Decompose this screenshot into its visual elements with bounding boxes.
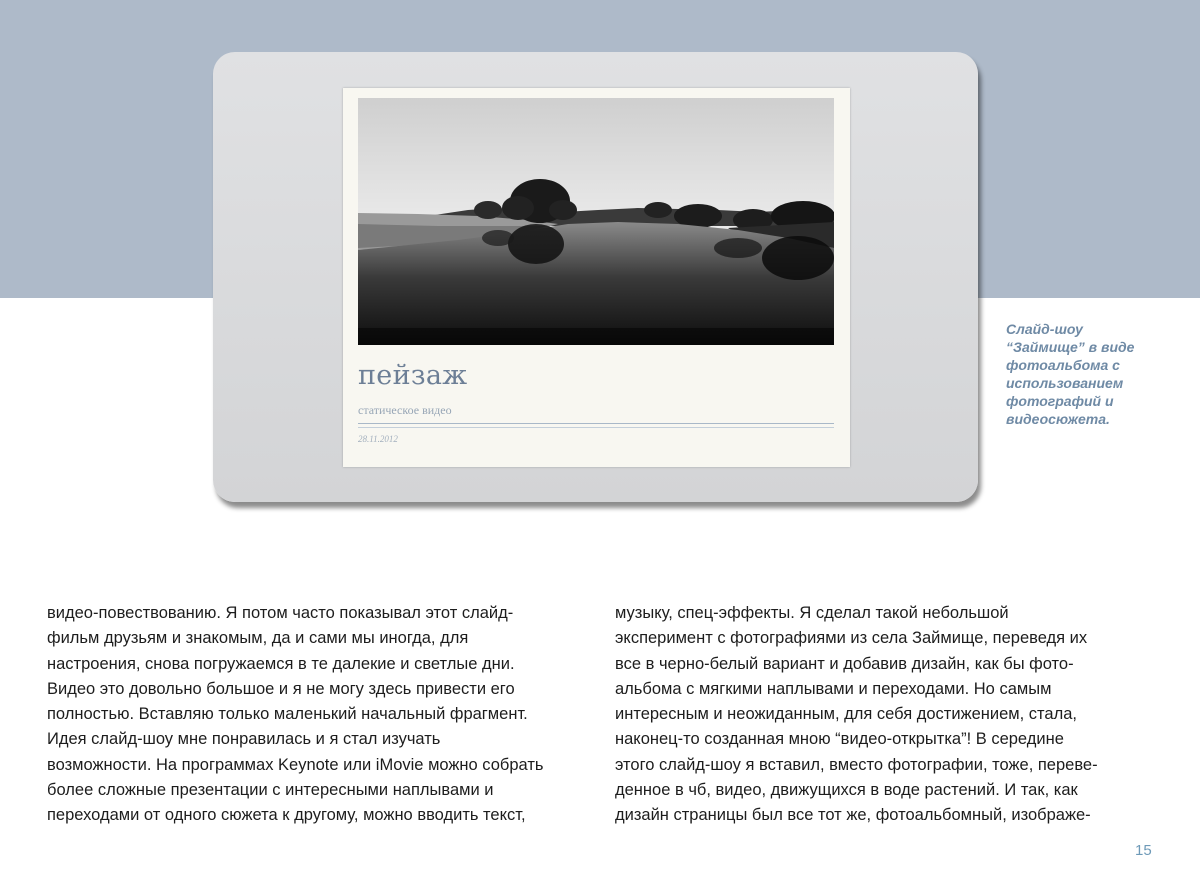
text-line: эксперимент с фотографиями из села Займище, переведя их (615, 629, 1088, 648)
text-line: переходами от одного сюжета к другому, можно вводить текст, (47, 806, 526, 825)
text-line: Видео это довольно большое и я не могу здесь привести его (47, 679, 515, 698)
text-line: интересным и неожиданным, для себя достижением, стала, (615, 705, 1077, 724)
text-line: возможности. На программах Keynote или iMovie можно собрать (47, 755, 544, 774)
slideshow-slide[interactable] (343, 88, 850, 467)
text-line: этого слайд-шоу я вставил, вместо фотографии, тоже, переве- (615, 755, 1098, 774)
landscape-photo (358, 98, 834, 345)
text-line: Идея слайд-шоу мне понравилась и я стал изучать (47, 730, 441, 749)
text-line: все в черно-белый вариант и добавив дизайн, как бы фото- (615, 654, 1074, 673)
caption-line: видеосюжета. (1006, 411, 1110, 427)
text-line: альбома с мягкими наплывами и переходами. Но самым (615, 679, 1052, 698)
text-line: денное в чб, видео, движущихся в воде растений. И так, как (615, 781, 1078, 800)
slide-subtitle: статическое видео (358, 403, 452, 417)
text-line: видео-повествованию. Я потом часто показывал этот слайд- (47, 604, 514, 622)
text-line: фильм друзьям и знакомым, да и сами мы иногда, для (47, 629, 469, 648)
caption-line: фотоальбома с (1006, 357, 1120, 373)
slide-title: пейзаж (358, 360, 468, 391)
caption-line: Слайд-шоу (1006, 321, 1083, 337)
text-line: настроения, снова погружаемся в те далекие и светлые дни. (47, 654, 515, 673)
text-line: полностью. Вставляю только маленький начальный фрагмент. (47, 705, 528, 724)
text-line: дизайн страницы был все тот же, фотоальбомный, изображе- (615, 806, 1091, 825)
caption-line: использованием (1006, 375, 1124, 391)
text-line: более сложные презентации с интересными наплывами и (47, 781, 494, 800)
caption-line: фотографий и (1006, 393, 1114, 409)
slide-divider (358, 423, 834, 428)
slide-date: 28.11.2012 (358, 434, 398, 444)
text-line: музыку, спец-эффекты. Я сделал такой небольшой (615, 604, 1009, 622)
page-number: 15 (1135, 842, 1152, 859)
body-text-right-column (615, 601, 1175, 829)
caption-line: “Займище” в виде (1006, 339, 1135, 355)
text-line: наконец-то созданная мною “видео-открытка”! В середине (615, 730, 1064, 749)
body-text-left-column (47, 601, 607, 829)
figure-caption (1006, 320, 1166, 428)
